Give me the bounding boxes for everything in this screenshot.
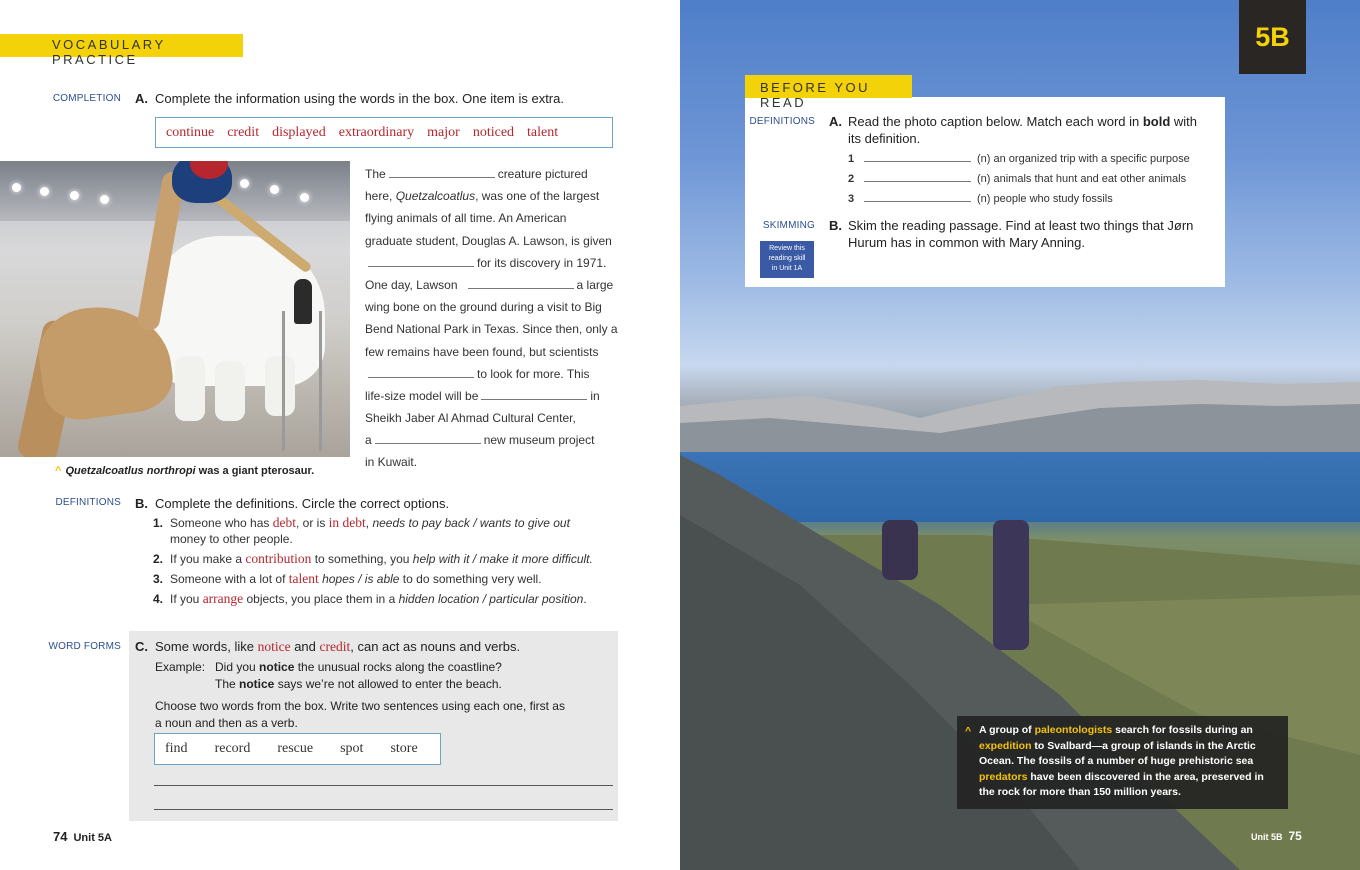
word-box-item: major <box>427 124 460 140</box>
answer-blank[interactable] <box>864 172 971 182</box>
page-number: 75 <box>1288 829 1302 843</box>
definition-item <box>153 551 593 567</box>
page-folio-right <box>1251 829 1302 843</box>
passage-text: in <box>590 388 600 403</box>
word-forms-label: WORD FORMS <box>48 641 121 652</box>
passage-line <box>365 385 615 407</box>
right-section-b-instruction-line1: Skim the reading passage. Find at least two things that Jørn <box>848 218 1194 233</box>
passage-line: flying animals of all time. An American <box>365 211 567 226</box>
section-c-instruction-line2: a noun and then as a verb. <box>155 716 298 730</box>
caret-up-icon: ^ <box>965 725 972 737</box>
mountain-range <box>680 378 1360 458</box>
answer-blank[interactable] <box>481 388 587 400</box>
answer-blank[interactable] <box>468 277 574 289</box>
caption-text: search for fossils during an <box>1112 724 1253 736</box>
word-box-item: rescue <box>277 741 314 756</box>
intro-text: and <box>290 639 320 654</box>
review-skill-badge <box>760 241 814 278</box>
definition-item <box>153 515 593 547</box>
def-text: Someone with a lot of <box>170 572 289 586</box>
row-number: 1 <box>848 153 855 165</box>
passage-line <box>365 429 615 451</box>
section-c-intro <box>155 638 615 655</box>
before-you-read-banner: BEFORE YOU READ <box>745 75 912 98</box>
right-section-a-instruction-line2: its definition. <box>848 131 921 146</box>
def-text: If you make a <box>170 552 246 566</box>
item-number: 1. <box>153 516 164 530</box>
caption-highlight: predators <box>979 770 1028 783</box>
answer-blank[interactable] <box>864 192 971 202</box>
writing-line[interactable] <box>154 809 613 810</box>
example-sentence-1 <box>215 659 615 676</box>
passage-line <box>365 363 615 385</box>
row-number: 2 <box>848 173 855 185</box>
def-text: . <box>583 592 587 606</box>
example-sentence-2 <box>215 676 615 693</box>
caption-highlight: paleontologists <box>1034 724 1113 736</box>
caption-highlight: expedition <box>979 739 1032 752</box>
def-text: to something, you <box>311 552 413 566</box>
word-box-item: spot <box>340 741 364 756</box>
badge-line: reading skill <box>768 255 806 262</box>
unit-tab: 5B <box>1239 0 1306 74</box>
writing-line[interactable] <box>154 785 613 786</box>
skimming-label: SKIMMING <box>762 220 815 231</box>
word-box-item: extraordinary <box>338 124 415 140</box>
fill-in-passage <box>365 163 618 474</box>
definitions-list <box>153 515 593 611</box>
option-choices[interactable]: help with it / make it more difficult. <box>412 552 593 566</box>
sculptor-person <box>294 279 312 324</box>
passage-line: Sheikh Jaber Al Ahmad Cultural Center, <box>365 411 576 426</box>
vocab-word: arrange <box>202 591 244 606</box>
passage-text: a <box>365 433 372 448</box>
elephant-leg <box>215 361 245 421</box>
example-bold: notice <box>259 660 295 674</box>
passage-line <box>365 163 615 185</box>
match-row <box>848 152 1190 165</box>
hiker-figure <box>993 520 1029 650</box>
def-text: , <box>365 516 373 530</box>
passage-text: life-size model will be <box>365 388 479 403</box>
example-text: the unusual rocks along the coastline? <box>294 660 502 674</box>
ceiling-light <box>70 191 79 200</box>
passage-line: Bend National Park in Texas. Since then, only a <box>365 322 618 337</box>
page-number: 74 <box>53 829 68 844</box>
vocab-word: notice <box>257 639 291 654</box>
answer-blank[interactable] <box>368 366 474 378</box>
word-box-item: talent <box>527 124 559 140</box>
badge-line: Review this <box>769 245 805 252</box>
definition-item <box>153 591 593 607</box>
vocab-word: credit <box>319 639 351 654</box>
intro-text: , can act as nouns and verbs. <box>350 639 521 654</box>
vocab-word: contribution <box>245 551 312 566</box>
item-number: 3. <box>153 572 164 586</box>
passage-text: a large <box>576 277 614 292</box>
passage-text: One day, Lawson <box>365 277 458 292</box>
item-number: 2. <box>153 552 164 566</box>
match-row <box>848 172 1186 185</box>
ceiling-light <box>12 183 21 192</box>
elephant-leg <box>175 356 205 421</box>
definition-item <box>153 571 593 587</box>
row-definition: (n) people who study fossils <box>977 193 1113 205</box>
row-definition: (n) animals that hunt and eat other animals <box>977 173 1187 185</box>
completion-label: COMPLETION <box>52 93 121 104</box>
word-box-item: displayed <box>272 124 326 140</box>
caption-text: A group of <box>979 724 1035 736</box>
right-section-b-letter: B. <box>829 218 842 233</box>
ceiling-light <box>240 179 249 188</box>
section-a-instruction: Complete the information using the words in the box. One item is extra. <box>155 91 564 106</box>
passage-italic: Quetzalcoatlus <box>395 189 476 204</box>
word-box-item: continue <box>166 124 215 140</box>
example-text: Did you <box>215 660 260 674</box>
ceiling-light <box>100 195 109 204</box>
passage-line <box>365 252 615 274</box>
photo-caption-right <box>957 716 1288 809</box>
word-box-item: noticed <box>472 124 515 140</box>
section-a-letter: A. <box>135 91 148 106</box>
passage-text: The <box>365 167 386 181</box>
passage-text: for its discovery in 1971. <box>477 255 607 270</box>
passage-text: new museum project <box>483 433 595 448</box>
vocab-word: in debt <box>328 515 366 530</box>
instruction-text: with <box>1170 114 1198 129</box>
caption-species: Quetzalcoatlus northropi <box>65 465 196 477</box>
def-text: objects, you place them in a <box>243 592 399 606</box>
option-choices[interactable]: needs to pay back / wants to give out <box>372 516 570 530</box>
row-number: 3 <box>848 193 855 205</box>
def-text: money to other people. <box>170 532 293 546</box>
answer-blank[interactable] <box>375 432 481 444</box>
def-text: If you <box>170 592 203 606</box>
passage-text: , was one of the largest <box>475 189 600 204</box>
passage-text: creature pictured <box>497 167 588 181</box>
section-c-instruction-line1: Choose two words from the box. Write two sentences using each one, first as <box>155 699 565 713</box>
item-number: 4. <box>153 592 164 606</box>
word-box-c <box>154 733 441 765</box>
word-box-item: record <box>214 741 251 756</box>
def-text: , or is <box>295 516 329 530</box>
answer-blank[interactable] <box>368 255 474 267</box>
vocabulary-practice-banner: VOCABULARY PRACTICE <box>0 34 243 57</box>
caret-up-icon: ^ <box>55 465 62 477</box>
example-text: The <box>215 677 240 691</box>
unit-label: Unit 5B <box>1251 832 1283 842</box>
def-text: Someone who has <box>170 516 273 530</box>
match-row <box>848 192 1113 205</box>
vocab-word: debt <box>272 515 296 530</box>
word-box-item: find <box>165 741 188 756</box>
def-text: to do something very well. <box>399 572 542 586</box>
definitions-label-right: DEFINITIONS <box>749 116 815 127</box>
passage-line <box>365 274 615 296</box>
word-box-a <box>155 117 613 148</box>
word-box-item: store <box>390 741 418 756</box>
example-bold: notice <box>239 677 275 691</box>
badge-line: in Unit 1A <box>771 265 803 272</box>
definitions-label: DEFINITIONS <box>55 497 121 508</box>
photo-caption <box>55 465 314 477</box>
section-b-instruction: Complete the definitions. Circle the correct options. <box>155 496 450 511</box>
right-section-a-instruction-line1 <box>848 113 1218 130</box>
passage-text: here, <box>365 189 396 204</box>
page-folio-left <box>53 829 112 844</box>
row-definition: (n) an organized trip with a specific purpose <box>977 153 1190 165</box>
right-section-a-letter: A. <box>829 114 842 129</box>
passage-line <box>365 185 615 207</box>
example-label: Example: <box>155 660 206 674</box>
caption-text: was a giant pterosaur. <box>195 465 315 477</box>
ceiling-light <box>40 187 49 196</box>
word-box-item: credit <box>227 124 260 140</box>
caption-text: have been discovered in the area, preserved in the rock for more than 150 million years. <box>979 770 1264 798</box>
pterosaur-model-photo <box>0 161 350 457</box>
ladder <box>282 311 322 451</box>
passage-line: wing bone on the ground during a visit to Big <box>365 300 602 315</box>
section-c-letter: C. <box>135 639 148 654</box>
section-b-letter: B. <box>135 496 148 511</box>
instruction-text: Read the photo caption below. Match each word in <box>848 114 1143 129</box>
passage-line: graduate student, Douglas A. Lawson, is given <box>365 233 612 248</box>
answer-blank[interactable] <box>389 166 495 178</box>
unit-label: Unit 5A <box>73 832 112 844</box>
ceiling-light <box>270 185 279 194</box>
option-choices[interactable]: hidden location / particular position <box>398 592 584 606</box>
passage-line: few remains have been found, but scientists <box>365 344 599 359</box>
caption-text: to Svalbard—a group of islands in the Arctic Ocean. The fossils of a number of huge prehistoric sea <box>979 739 1256 767</box>
option-choices[interactable]: hopes / is able <box>322 572 400 586</box>
example-text: says we’re not allowed to enter the beach. <box>274 677 502 691</box>
passage-text: to look for more. This <box>477 366 590 381</box>
passage-line: in Kuwait. <box>365 455 418 470</box>
vocab-word: talent <box>288 571 319 586</box>
right-section-b-instruction-line2: Hurum has in common with Mary Anning. <box>848 235 1085 250</box>
ceiling-light <box>300 193 309 202</box>
hiker-figure <box>882 520 918 580</box>
intro-text: Some words, like <box>155 639 258 654</box>
answer-blank[interactable] <box>864 152 971 162</box>
instruction-bold: bold <box>1142 114 1171 129</box>
